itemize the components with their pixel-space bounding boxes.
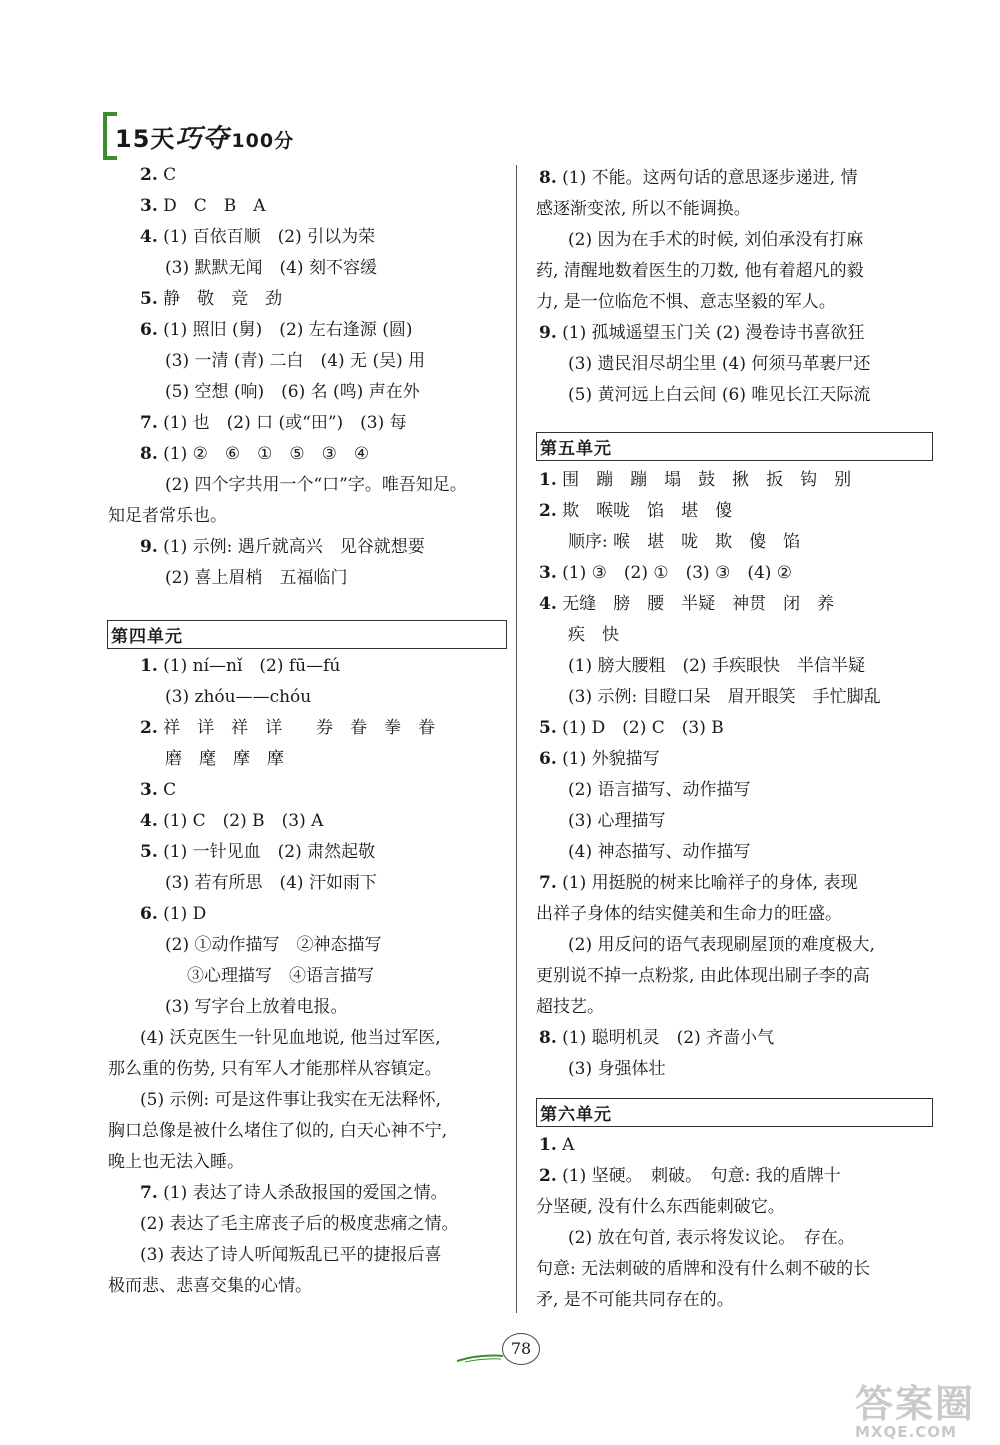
answer-line: (3) 心理描写 (568, 811, 666, 831)
answer-line: 磨 麾 摩 摩 (165, 749, 284, 769)
answer-line: (3) 遗民泪尽胡尘里 (4) 何须马革裹尸还 (568, 354, 871, 374)
logo-part-days: 15天 (115, 125, 176, 153)
answer-line: 矛, 是不可能共同存在的。 (536, 1290, 734, 1310)
answer-line: 1. (1) ní—nǐ (2) fū—fú (140, 656, 341, 676)
answer-line: 5. (1) D (2) C (3) B (539, 718, 724, 738)
answer-line: 句意: 无法刺破的盾牌和没有什么刺不破的长 (536, 1259, 871, 1279)
answer-line: 力, 是一位临危不惧、意志坚毅的军人。 (536, 292, 836, 312)
column-divider (516, 165, 517, 1313)
answer-line: (2) 喜上眉梢 五福临门 (165, 568, 348, 588)
answer-line: 4. (1) 百依百顺 (2) 引以为荣 (140, 227, 376, 247)
answer-line: 6. (1) 外貌描写 (539, 749, 660, 769)
section-heading-unit-4: 第四单元 (107, 620, 507, 649)
page-number-swoosh (455, 1350, 505, 1364)
answer-line: 超技艺。 (536, 997, 604, 1017)
answer-line: 2. 欺 喉咙 馅 堪 傻 (539, 501, 733, 521)
answer-line: 8. (1) 聪明机灵 (2) 齐啬小气 (539, 1028, 775, 1048)
answer-line: 3. D C B A (140, 196, 266, 216)
answer-line: 疾 快 (568, 625, 619, 645)
answer-line: 9. (1) 示例: 遇斤就高兴 见谷就想要 (140, 537, 425, 557)
answer-line: 知足者常乐也。 (108, 506, 227, 526)
answer-line: 晚上也无法入睡。 (108, 1152, 244, 1172)
answer-line: (3) 写字台上放着电报。 (165, 997, 348, 1017)
answer-line: (2) ①动作描写 ②神态描写 (165, 935, 382, 955)
watermark-logo: 答案圈 (855, 1382, 976, 1426)
answer-line: (2) 语言描写、动作描写 (568, 780, 751, 800)
answer-line: (3) 表达了诗人听闻叛乱已平的捷报后喜 (140, 1245, 442, 1265)
section-heading-unit-6: 第六单元 (536, 1098, 933, 1127)
answer-line: (5) 黄河远上白云间 (6) 唯见长江天际流 (568, 385, 871, 405)
answer-line: 更别说不掉一点粉浆, 由此体现出刷子李的高 (536, 966, 870, 986)
answer-line: 6. (1) 照旧 (舅) (2) 左右逢源 (圆) (140, 320, 413, 340)
answer-line: 7. (1) 用挺脱的树来比喻祥子的身体, 表现 (539, 873, 858, 893)
answer-line: 5. (1) 一针见血 (2) 肃然起敬 (140, 842, 376, 862)
answer-line: 2. (1) 坚硬。 刺破。 句意: 我的盾牌十 (539, 1166, 841, 1186)
answer-line: 5. 静 敬 竞 劲 (140, 289, 283, 309)
answer-line: (4) 神态描写、动作描写 (568, 842, 751, 862)
answer-line: 1. A (539, 1135, 575, 1155)
answer-line: 8. (1) ② ⑥ ① ⑤ ③ ④ (140, 444, 370, 464)
answer-line: 1. 围 蹦 蹦 塌 鼓 揪 扳 钩 别 (539, 470, 852, 490)
answer-line: 分坚硬, 没有什么东西能刺破它。 (536, 1197, 785, 1217)
watermark (855, 1382, 976, 1441)
answer-line: (3) 默默无闻 (4) 刻不容缓 (165, 258, 377, 278)
answer-line: 胸口总像是被什么堵住了似的, 白天心神不宁, (108, 1121, 448, 1141)
answer-line: 药, 清醒地数着医生的刀数, 他有着超凡的毅 (536, 261, 864, 281)
answer-line: 8. (1) 不能。这两句话的意思逐步递进, 情 (539, 168, 858, 188)
answer-line: (3) 若有所思 (4) 汗如雨下 (165, 873, 377, 893)
answer-line: 3. (1) ③ (2) ① (3) ③ (4) ② (539, 563, 793, 583)
logo-part-score: 100分 (231, 130, 295, 152)
answer-line: (5) 示例: 可是这件事让我实在无法释怀, (140, 1090, 442, 1110)
answer-line: (1) 膀大腰粗 (2) 手疾眼快 半信半疑 (568, 656, 865, 676)
answer-line: 6. (1) D (140, 904, 207, 924)
answer-line: 那么重的伤势, 只有军人才能那样从容镇定。 (108, 1059, 442, 1079)
watermark-url: MXQE.COM (855, 1423, 957, 1441)
answer-line: (3) 示例: 目瞪口呆 眉开眼笑 手忙脚乱 (568, 687, 881, 707)
logo-part-title: 巧夺 (175, 124, 230, 154)
answer-line: (2) 四个字共用一个“口”字。唯吾知足。 (165, 475, 467, 495)
answer-line: (4) 沃克医生一针见血地说, 他当过军医, (140, 1028, 441, 1048)
answer-line: (2) 用反问的语气表现刷屋顶的难度极大, (568, 935, 875, 955)
section-heading-unit-5: 第五单元 (536, 432, 933, 461)
answer-line: (2) 表达了毛主席丧子后的极度悲痛之情。 (140, 1214, 459, 1234)
answer-line: 顺序: 喉 堪 咙 欺 傻 馅 (568, 532, 801, 552)
answer-line: 2. 祥 详 祥 详 券 眷 拳 眷 (140, 718, 436, 738)
answer-line: (3) 一清 (青) 二白 (4) 无 (吴) 用 (165, 351, 426, 371)
answer-line: (2) 因为在手术的时候, 刘伯承没有打麻 (568, 230, 864, 250)
answer-line: 4. 无缝 膀 腰 半疑 神贯 闭 养 (539, 594, 835, 614)
answer-line: (2) 放在句首, 表示将发议论。 存在。 (568, 1228, 855, 1248)
answer-line: (3) zhóu——chóu (165, 687, 312, 707)
answer-line: 3. C (140, 780, 177, 800)
answer-line: 出祥子身体的结实健美和生命力的旺盛。 (536, 904, 842, 924)
answer-line: 感逐渐变浓, 所以不能调换。 (536, 199, 751, 219)
answer-line: (3) 身强体壮 (568, 1059, 666, 1079)
page-number: 78 (502, 1333, 540, 1365)
answer-line: 2. C (140, 165, 177, 185)
answer-line: 7. (1) 也 (2) 口 (或“田”) (3) 每 (140, 413, 407, 433)
answer-line: ③心理描写 ④语言描写 (187, 966, 374, 986)
answer-line: 4. (1) C (2) B (3) A (140, 811, 324, 831)
logo-text (115, 118, 294, 155)
answer-line: 7. (1) 表达了诗人杀敌报国的爱国之情。 (140, 1183, 448, 1203)
answer-line: 极而悲、悲喜交集的心情。 (108, 1276, 312, 1296)
answer-line: 9. (1) 孤城遥望玉门关 (2) 漫卷诗书喜欲狂 (539, 323, 865, 343)
answer-line: (5) 空想 (响) (6) 名 (鸣) 声在外 (165, 382, 420, 402)
